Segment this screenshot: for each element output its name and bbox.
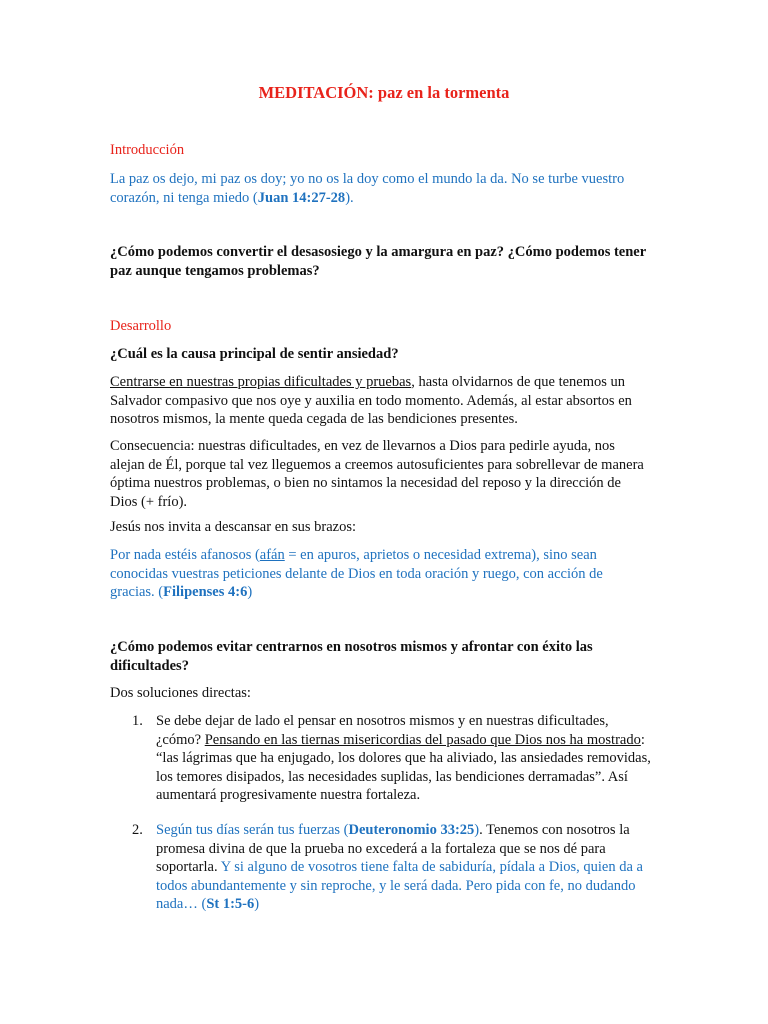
intro-heading: Introducción <box>110 142 185 158</box>
list-item-text: Según tus días serán tus fuerzas (Deuteronomio 33:25). Tenemos con nosotros la promesa divina de que la prueba no excederá a la fortaleza que se nos dé para soportarla. Y si alguno de vosotros tiene falta de sabiduría, pídala a Dios, quien da a todos abundantemente y sin reproche, y le será dada. Pero pida con fe, no dudando nada… (St 1:5-6) <box>156 822 643 912</box>
question-peace: ¿Cómo podemos convertir el desasosiego y la amargura en paz? ¿Cómo podemos tener paz aunque tengamos problemas? <box>110 244 646 279</box>
solutions-intro: Dos soluciones directas: <box>110 685 251 701</box>
page-title: MEDITACIÓN: paz en la tormenta <box>258 83 510 102</box>
desarrollo-heading: Desarrollo <box>110 318 172 334</box>
james-reference: St 1:5-6 <box>206 896 255 912</box>
list-number: 1. <box>132 713 143 729</box>
philippians-reference: Filipenses 4:6 <box>163 584 248 600</box>
verse-philippians: Por nada estéis afanosos (afán = en apuros, aprietos o necesidad extrema), sino sean conocidas vuestras peticiones delante de Dios en toda oración y ruego, con acción de gracias. (Filipenses 4:6) <box>110 547 603 600</box>
question-avoid-self-focus: ¿Cómo podemos evitar centrarnos en nosotros mismos y afrontar con éxito las dificultades? <box>110 639 593 674</box>
underlined-cause: Centrarse en nuestras propias dificultades y pruebas <box>110 374 412 390</box>
paragraph-invitation: Jesús nos invita a descansar en sus brazos: <box>110 519 357 535</box>
paragraph-cause: Centrarse en nuestras propias dificultades y pruebas, hasta olvidarnos de que tenemos un Salvador compasivo que nos oye y auxilia en todo momento. Además, al estar absortos en nosotros mismos, la mente queda cegada de las bendiciones presentes. <box>110 374 632 427</box>
list-item-text: Se debe dejar de lado el pensar en nosotros mismos y en nuestras dificultades, ¿cómo? Pensando en las tiernas misericordias del pasado que Dios nos ha mostrado: “las lágrimas que ha enjugado, los dolores que ha aliviado, las ansiedades removidas, los temores disipados, las necesidades suplidas, las bendiciones derramadas”. Así aumentará progresivamente nuestra fortaleza. <box>156 713 651 803</box>
underlined-mercies: Pensando en las tiernas misericordias del pasado que Dios nos ha mostrado <box>204 731 641 748</box>
intro-quote: La paz os dejo, mi paz os doy; yo no os la doy como el mundo la da. No se turbe vuestro corazón, ni tenga miedo (Juan 14:27-28). <box>110 171 625 206</box>
paragraph-consequence: Consecuencia: nuestras dificultades, en vez de llevarnos a Dios para pedirle ayuda, nos alejan de Él, porque tal vez lleguemos a creemos autosuficientes para sobrellevar de manera óptima nuestros problemas, o bien no sintamos la necesidad del reposo y la dirección de Dios (+ frío). <box>110 438 644 510</box>
intro-reference: Juan 14:27-28 <box>257 189 346 206</box>
list-number: 2. <box>132 822 143 838</box>
word-afan: afán <box>259 547 285 563</box>
question-anxiety-cause: ¿Cuál es la causa principal de sentir ansiedad? <box>110 346 399 362</box>
deuteronomy-reference: Deuteronomio 33:25 <box>348 822 475 838</box>
